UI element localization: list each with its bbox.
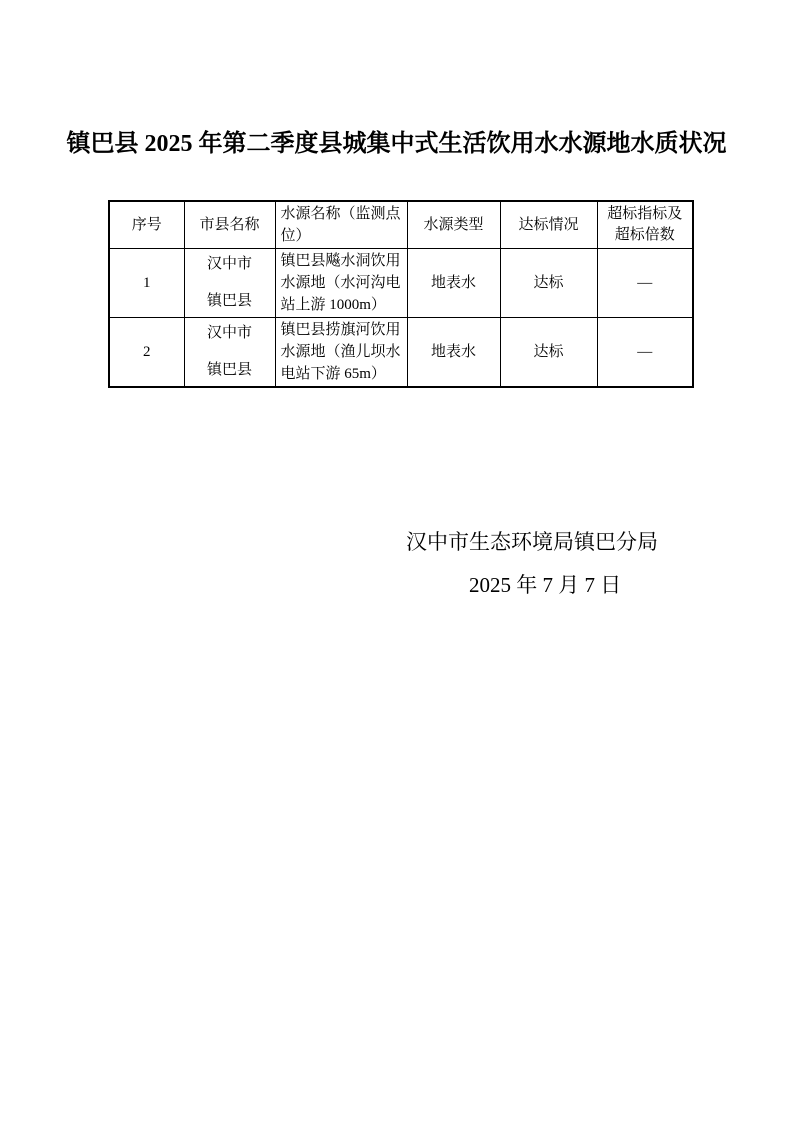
city-county-stack xyxy=(190,256,270,310)
header-compliance: 达标情况 xyxy=(500,201,597,249)
signature-date: 2025 年 7 月 7 日 xyxy=(469,573,622,597)
county-name: 镇巴县 xyxy=(206,293,252,309)
header-source-type: 水源类型 xyxy=(407,201,500,249)
cell-serial-number: 2 xyxy=(109,318,184,388)
table-row xyxy=(109,249,693,318)
table-row xyxy=(109,318,693,388)
cell-source-type: 地表水 xyxy=(407,249,500,318)
cell-city-county xyxy=(184,249,275,318)
cell-serial-number: 1 xyxy=(109,249,184,318)
cell-compliance: 达标 xyxy=(500,249,597,318)
city-county-stack xyxy=(190,325,270,379)
cell-source-name: 镇巴县捞旗河饮用水源地（渔儿坝水电站下游 65m） xyxy=(275,318,407,388)
water-source-table xyxy=(108,200,694,388)
header-source-name: 水源名称（监测点位） xyxy=(275,201,407,249)
city-name: 汉中市 xyxy=(206,256,252,272)
document-title: 镇巴县 2025 年第二季度县城集中式生活饮用水水源地水质状况 xyxy=(66,131,727,157)
city-name: 汉中市 xyxy=(206,325,252,341)
header-serial-number: 序号 xyxy=(109,201,184,249)
cell-city-county xyxy=(184,318,275,388)
cell-compliance: 达标 xyxy=(500,318,597,388)
table-header-row xyxy=(109,201,693,249)
cell-source-type: 地表水 xyxy=(407,318,500,388)
signature-agency: 汉中市生态环境局镇巴分局 xyxy=(406,530,658,554)
header-city-county: 市县名称 xyxy=(184,201,275,249)
county-name: 镇巴县 xyxy=(206,362,252,378)
header-exceedance: 超标指标及超标倍数 xyxy=(597,201,693,249)
cell-exceedance: — xyxy=(597,249,693,318)
cell-exceedance: — xyxy=(597,318,693,388)
cell-source-name: 镇巴县飚水洞饮用水源地（水河沟电站上游 1000m） xyxy=(275,249,407,318)
